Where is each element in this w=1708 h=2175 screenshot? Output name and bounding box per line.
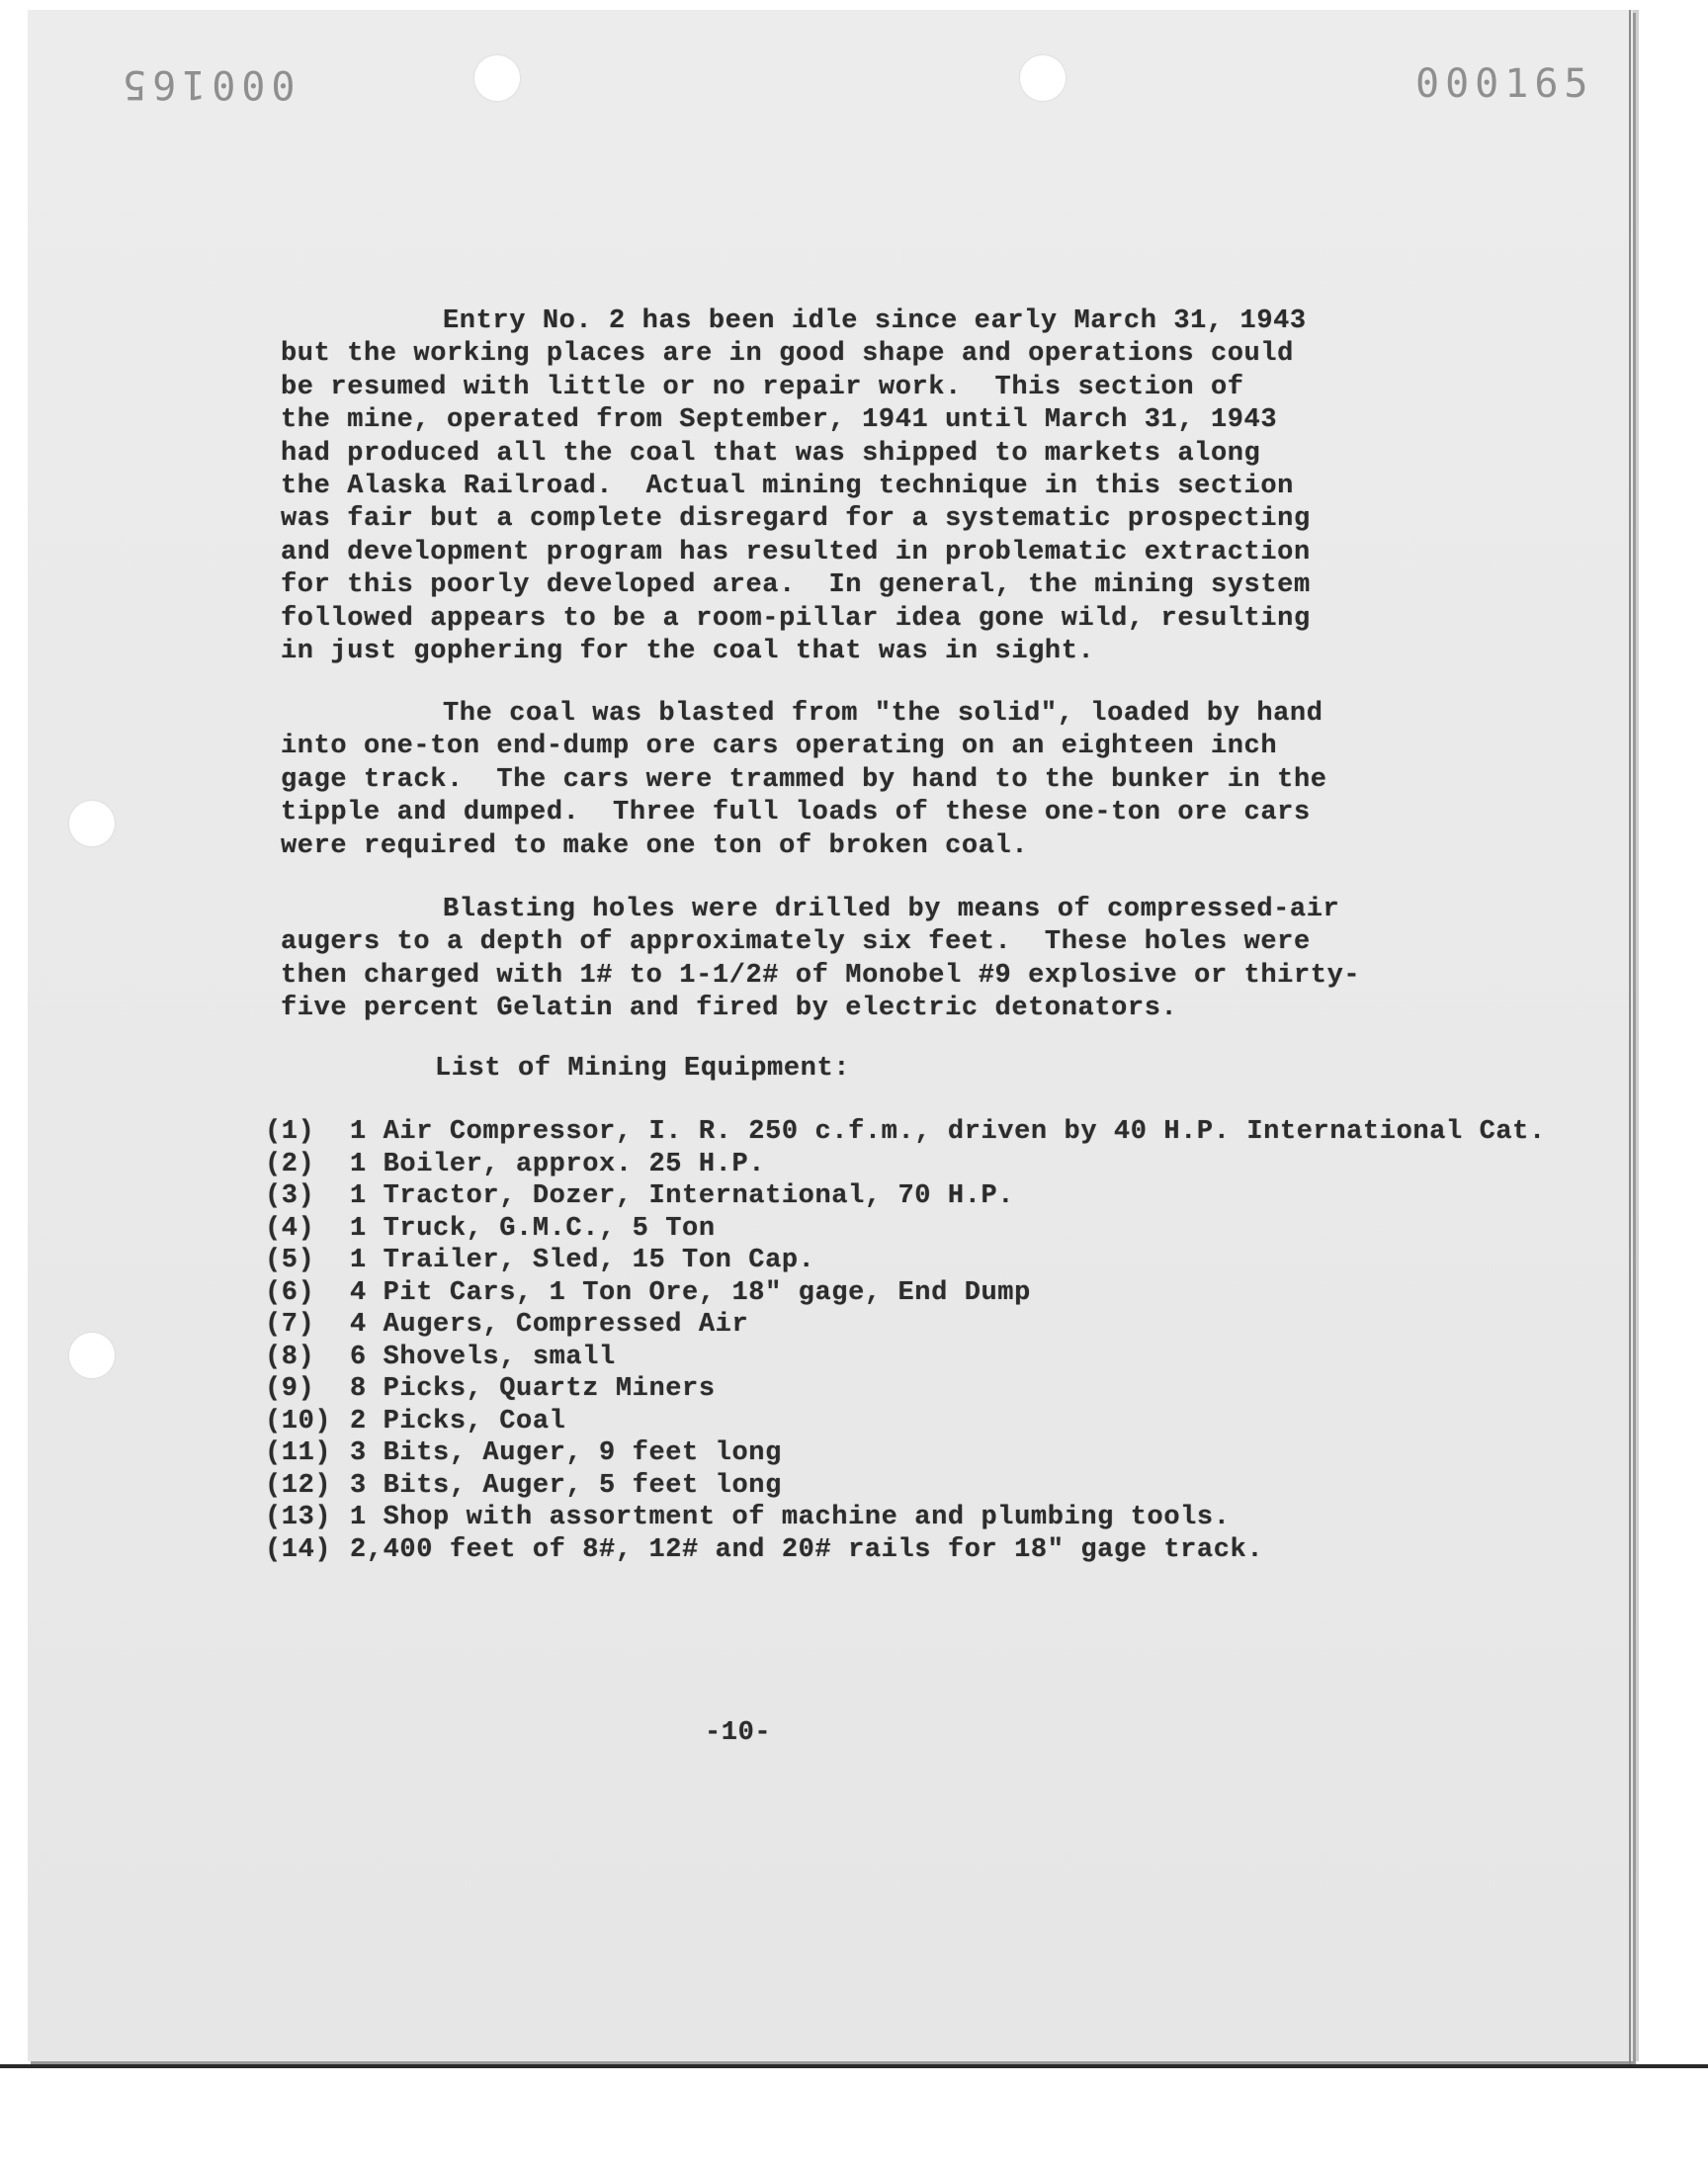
text-line: for this poorly developed area. In general, the mining system: [281, 570, 1311, 601]
item-number: (13): [265, 1503, 332, 1532]
item-number: (2): [265, 1149, 315, 1179]
item-number: (8): [265, 1342, 315, 1372]
item-text: 4 Augers, Compressed Air: [350, 1310, 749, 1340]
item-number: (11): [265, 1438, 332, 1468]
text-line: and development program has resulted in problematic extraction: [281, 537, 1311, 567]
item-number: (4): [265, 1213, 315, 1244]
list-item: [265, 1310, 1546, 1343]
item-text: 3 Bits, Auger, 9 feet long: [350, 1438, 782, 1468]
text-line: Blasting holes were drilled by means of compressed-air: [443, 895, 1340, 924]
item-number: (1): [265, 1117, 315, 1147]
item-number: (7): [265, 1310, 315, 1340]
list-item: [265, 1471, 1546, 1504]
equipment-list: [265, 1117, 1546, 1567]
list-item: [265, 1343, 1546, 1375]
mirrored-bates-number: 000165: [117, 61, 296, 107]
item-text: 1 Air Compressor, I. R. 250 c.f.m., driven by 40 H.P. International Cat.: [350, 1117, 1546, 1147]
text-line: The coal was blasted from "the solid", loaded by hand: [443, 699, 1324, 729]
item-text: 1 Tractor, Dozer, International, 70 H.P.: [350, 1181, 1015, 1211]
item-text: 2,400 feet of 8#, 12# and 20# rails for 18" gage track.: [350, 1534, 1264, 1565]
list-item: [265, 1150, 1546, 1182]
bates-number: 000165: [1415, 61, 1594, 107]
text-line: into one-ton end-dump ore cars operating on an eighteen inch: [281, 732, 1278, 762]
text-line: but the working places are in good shape and operations could: [281, 339, 1294, 370]
item-number: (12): [265, 1470, 332, 1501]
text-line: was fair but a complete disregard for a systematic prospecting: [281, 504, 1311, 535]
text-line: gage track. The cars were trammed by hand to the bunker in the: [281, 764, 1327, 795]
paragraph-blasting-holes: [281, 894, 1361, 1026]
item-number: (6): [265, 1277, 315, 1308]
scan-edge-bottom: [0, 2064, 1708, 2068]
text-line: be resumed with little or no repair work. This section of: [281, 372, 1244, 402]
list-item: [265, 1374, 1546, 1407]
list-item: [265, 1181, 1546, 1214]
text-line: the mine, operated from September, 1941 until March 31, 1943: [281, 405, 1278, 436]
list-item: [265, 1407, 1546, 1439]
item-text: 1 Shop with assortment of machine and plumbing tools.: [350, 1503, 1231, 1532]
list-item: [265, 1117, 1546, 1150]
list-item: [265, 1438, 1546, 1471]
list-item: [265, 1503, 1546, 1535]
punch-hole-top-right: [1020, 55, 1066, 101]
item-text: 2 Picks, Coal: [350, 1406, 566, 1436]
page-footer-number: -10-: [705, 1718, 772, 1748]
punch-hole-left-upper: [69, 801, 115, 846]
equipment-heading: List of Mining Equipment:: [435, 1054, 851, 1084]
text-line: then charged with 1# to 1-1/2# of Monobel #9 explosive or thirty-: [281, 960, 1361, 991]
text-line: augers to a depth of approximately six feet. These holes were: [281, 927, 1311, 958]
punch-hole-left-lower: [69, 1333, 115, 1378]
item-number: (3): [265, 1181, 315, 1211]
item-number: (14): [265, 1534, 332, 1565]
item-text: 4 Pit Cars, 1 Ton Ore, 18" gage, End Dump: [350, 1277, 1031, 1308]
list-item: [265, 1246, 1546, 1278]
text-line: Entry No. 2 has been idle since early March 31, 1943: [443, 306, 1307, 336]
list-item: [265, 1278, 1546, 1311]
text-line: were required to make one ton of broken coal.: [281, 830, 1029, 861]
paragraph-entry-no-2: [281, 305, 1348, 668]
item-text: 8 Picks, Quartz Miners: [350, 1374, 716, 1404]
item-number: (10): [265, 1406, 332, 1436]
paragraph-coal-blasting: [281, 698, 1348, 863]
text-line: the Alaska Railroad. Actual mining technique in this section: [281, 472, 1294, 502]
text-line: five percent Gelatin and fired by electric detonators.: [281, 994, 1178, 1024]
punch-hole-top-left: [474, 55, 520, 101]
item-text: 1 Trailer, Sled, 15 Ton Cap.: [350, 1246, 815, 1275]
item-text: 1 Truck, G.M.C., 5 Ton: [350, 1213, 716, 1244]
scan-edge-right: [1629, 10, 1631, 2064]
item-text: 1 Boiler, approx. 25 H.P.: [350, 1149, 766, 1179]
item-text: 6 Shovels, small: [350, 1342, 616, 1372]
text-line: in just gophering for the coal that was in sight.: [281, 637, 1095, 667]
item-text: 3 Bits, Auger, 5 feet long: [350, 1470, 782, 1501]
item-number: (5): [265, 1246, 315, 1275]
text-line: followed appears to be a room-pillar idea gone wild, resulting: [281, 603, 1311, 634]
list-item: [265, 1214, 1546, 1247]
text-line: had produced all the coal that was shipped to markets along: [281, 438, 1261, 469]
item-number: (9): [265, 1374, 315, 1404]
text-line: tipple and dumped. Three full loads of these one-ton ore cars: [281, 798, 1311, 828]
list-item: [265, 1535, 1546, 1568]
